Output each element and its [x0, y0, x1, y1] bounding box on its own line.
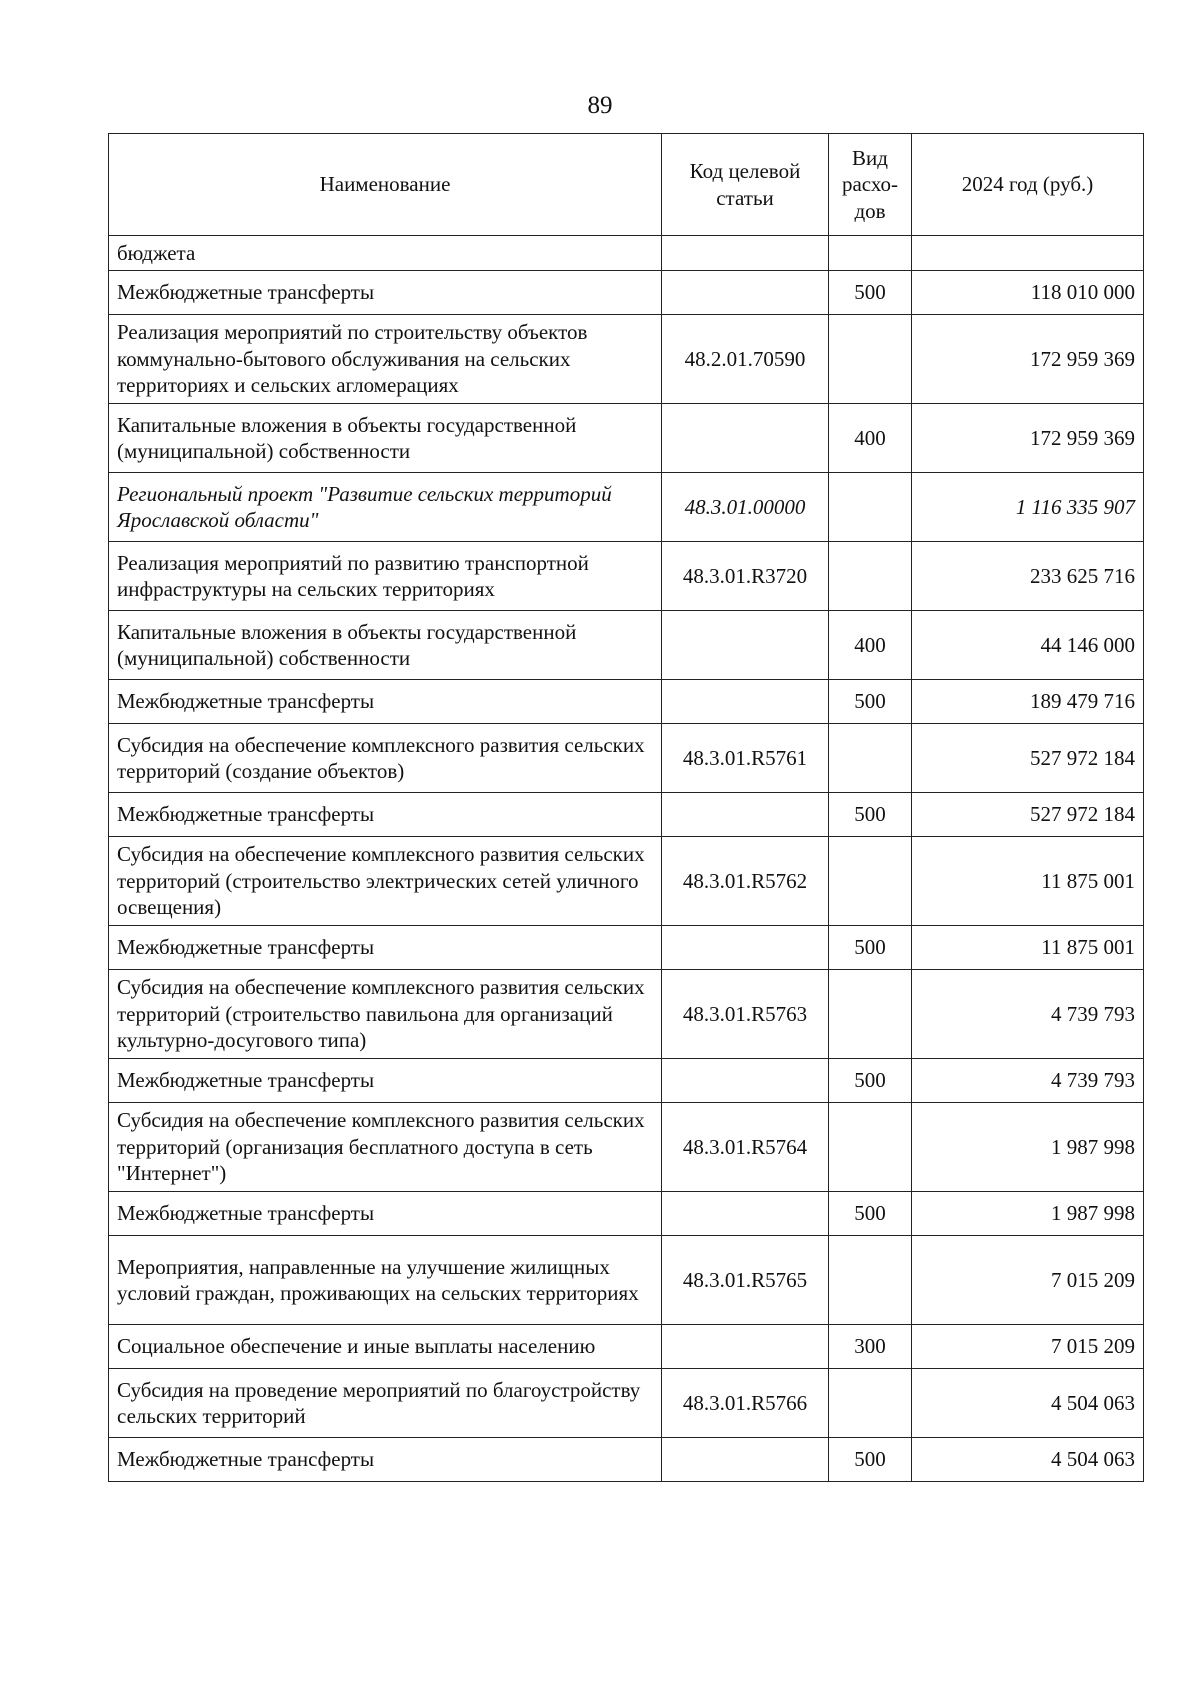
table-row — [109, 1059, 1144, 1103]
cell-kind: 500 — [829, 271, 912, 315]
header-code: Код целевой статьи — [662, 134, 829, 236]
cell-amount: 233 625 716 — [912, 542, 1144, 611]
table-row — [109, 271, 1144, 315]
table-row — [109, 1369, 1144, 1438]
cell-amount: 44 146 000 — [912, 611, 1144, 680]
cell-code — [662, 236, 829, 271]
cell-name: Региональный проект "Развитие сельских территорий Ярославской области" — [109, 473, 662, 542]
cell-name: Межбюджетные трансферты — [109, 1192, 662, 1236]
table-row — [109, 1236, 1144, 1325]
cell-amount: 1 116 335 907 — [912, 473, 1144, 542]
cell-name: Межбюджетные трансферты — [109, 680, 662, 724]
table-row — [109, 315, 1144, 404]
cell-amount: 172 959 369 — [912, 404, 1144, 473]
cell-kind — [829, 1236, 912, 1325]
cell-code — [662, 793, 829, 837]
page-number: 89 — [587, 92, 613, 119]
cell-kind: 500 — [829, 680, 912, 724]
cell-code: 48.3.01.R5763 — [662, 970, 829, 1059]
cell-amount: 118 010 000 — [912, 271, 1144, 315]
cell-amount: 4 504 063 — [912, 1438, 1144, 1482]
cell-name: Субсидия на обеспечение комплексного развития сельских территорий (создание объектов) — [109, 724, 662, 793]
cell-kind — [829, 724, 912, 793]
cell-amount: 7 015 209 — [912, 1236, 1144, 1325]
cell-name: Капитальные вложения в объекты государственной (муниципальной) собственности — [109, 611, 662, 680]
cell-code: 48.3.01.00000 — [662, 473, 829, 542]
table-row — [109, 473, 1144, 542]
cell-kind — [829, 542, 912, 611]
table-row — [109, 404, 1144, 473]
budget-table — [108, 133, 1144, 1482]
cell-amount: 7 015 209 — [912, 1325, 1144, 1369]
cell-code — [662, 1059, 829, 1103]
table-row — [109, 970, 1144, 1059]
cell-code: 48.3.01.R5762 — [662, 837, 829, 926]
cell-kind: 500 — [829, 1059, 912, 1103]
table-row — [109, 611, 1144, 680]
table-row — [109, 680, 1144, 724]
header-name: Наименование — [109, 134, 662, 236]
cell-code — [662, 1325, 829, 1369]
cell-name: Субсидия на обеспечение комплексного развития сельских территорий (строительство электрических сетей уличного освещения) — [109, 837, 662, 926]
cell-name: Субсидия на проведение мероприятий по благоустройству сельских территорий — [109, 1369, 662, 1438]
cell-code — [662, 1192, 829, 1236]
cell-code — [662, 926, 829, 970]
cell-kind: 300 — [829, 1325, 912, 1369]
table-row — [109, 1192, 1144, 1236]
cell-code — [662, 404, 829, 473]
cell-amount — [912, 236, 1144, 271]
cell-code — [662, 271, 829, 315]
cell-name: Межбюджетные трансферты — [109, 926, 662, 970]
cell-amount: 4 504 063 — [912, 1369, 1144, 1438]
cell-name: Межбюджетные трансферты — [109, 1438, 662, 1482]
cell-code: 48.3.01.R5766 — [662, 1369, 829, 1438]
table-row — [109, 542, 1144, 611]
header-amount: 2024 год (руб.) — [912, 134, 1144, 236]
table-row — [109, 1438, 1144, 1482]
cell-code: 48.2.01.70590 — [662, 315, 829, 404]
cell-kind: 400 — [829, 404, 912, 473]
cell-code: 48.3.01.R5765 — [662, 1236, 829, 1325]
cell-amount: 527 972 184 — [912, 793, 1144, 837]
cell-code: 48.3.01.R3720 — [662, 542, 829, 611]
cell-amount: 4 739 793 — [912, 1059, 1144, 1103]
cell-name: Реализация мероприятий по развитию транспортной инфраструктуры на сельских территориях — [109, 542, 662, 611]
cell-name: бюджета — [109, 236, 662, 271]
cell-kind — [829, 236, 912, 271]
table-row — [109, 724, 1144, 793]
cell-name: Социальное обеспечение и иные выплаты населению — [109, 1325, 662, 1369]
cell-kind — [829, 837, 912, 926]
cell-code: 48.3.01.R5761 — [662, 724, 829, 793]
table-row — [109, 837, 1144, 926]
cell-name: Мероприятия, направленные на улучшение жилищных условий граждан, проживающих на сельских территориях — [109, 1236, 662, 1325]
table-row — [109, 236, 1144, 271]
cell-kind: 400 — [829, 611, 912, 680]
cell-amount: 4 739 793 — [912, 970, 1144, 1059]
cell-kind — [829, 1369, 912, 1438]
cell-amount: 172 959 369 — [912, 315, 1144, 404]
header-kind: Вид расхо-дов — [829, 134, 912, 236]
cell-kind: 500 — [829, 926, 912, 970]
cell-kind: 500 — [829, 793, 912, 837]
cell-amount: 1 987 998 — [912, 1103, 1144, 1192]
cell-name: Реализация мероприятий по строительству объектов коммунально-бытового обслуживания на сельских территориях и сельских агломерациях — [109, 315, 662, 404]
table-row — [109, 926, 1144, 970]
table-body — [109, 236, 1144, 1482]
cell-code: 48.3.01.R5764 — [662, 1103, 829, 1192]
cell-amount: 11 875 001 — [912, 926, 1144, 970]
cell-kind — [829, 473, 912, 542]
table-row — [109, 1325, 1144, 1369]
cell-name: Межбюджетные трансферты — [109, 1059, 662, 1103]
table-row — [109, 1103, 1144, 1192]
cell-name: Капитальные вложения в объекты государственной (муниципальной) собственности — [109, 404, 662, 473]
cell-kind — [829, 970, 912, 1059]
cell-name: Субсидия на обеспечение комплексного развития сельских территорий (строительство павильона для организаций культурно-досугового типа) — [109, 970, 662, 1059]
cell-code — [662, 1438, 829, 1482]
cell-code — [662, 680, 829, 724]
cell-kind — [829, 315, 912, 404]
cell-kind: 500 — [829, 1438, 912, 1482]
cell-kind: 500 — [829, 1192, 912, 1236]
cell-code — [662, 611, 829, 680]
cell-amount: 1 987 998 — [912, 1192, 1144, 1236]
cell-amount: 11 875 001 — [912, 837, 1144, 926]
cell-name: Межбюджетные трансферты — [109, 271, 662, 315]
table-header-row — [109, 134, 1144, 236]
cell-amount: 189 479 716 — [912, 680, 1144, 724]
cell-name: Субсидия на обеспечение комплексного развития сельских территорий (организация бесплатного доступа в сеть "Интернет") — [109, 1103, 662, 1192]
cell-amount: 527 972 184 — [912, 724, 1144, 793]
table-row — [109, 793, 1144, 837]
cell-name: Межбюджетные трансферты — [109, 793, 662, 837]
cell-kind — [829, 1103, 912, 1192]
